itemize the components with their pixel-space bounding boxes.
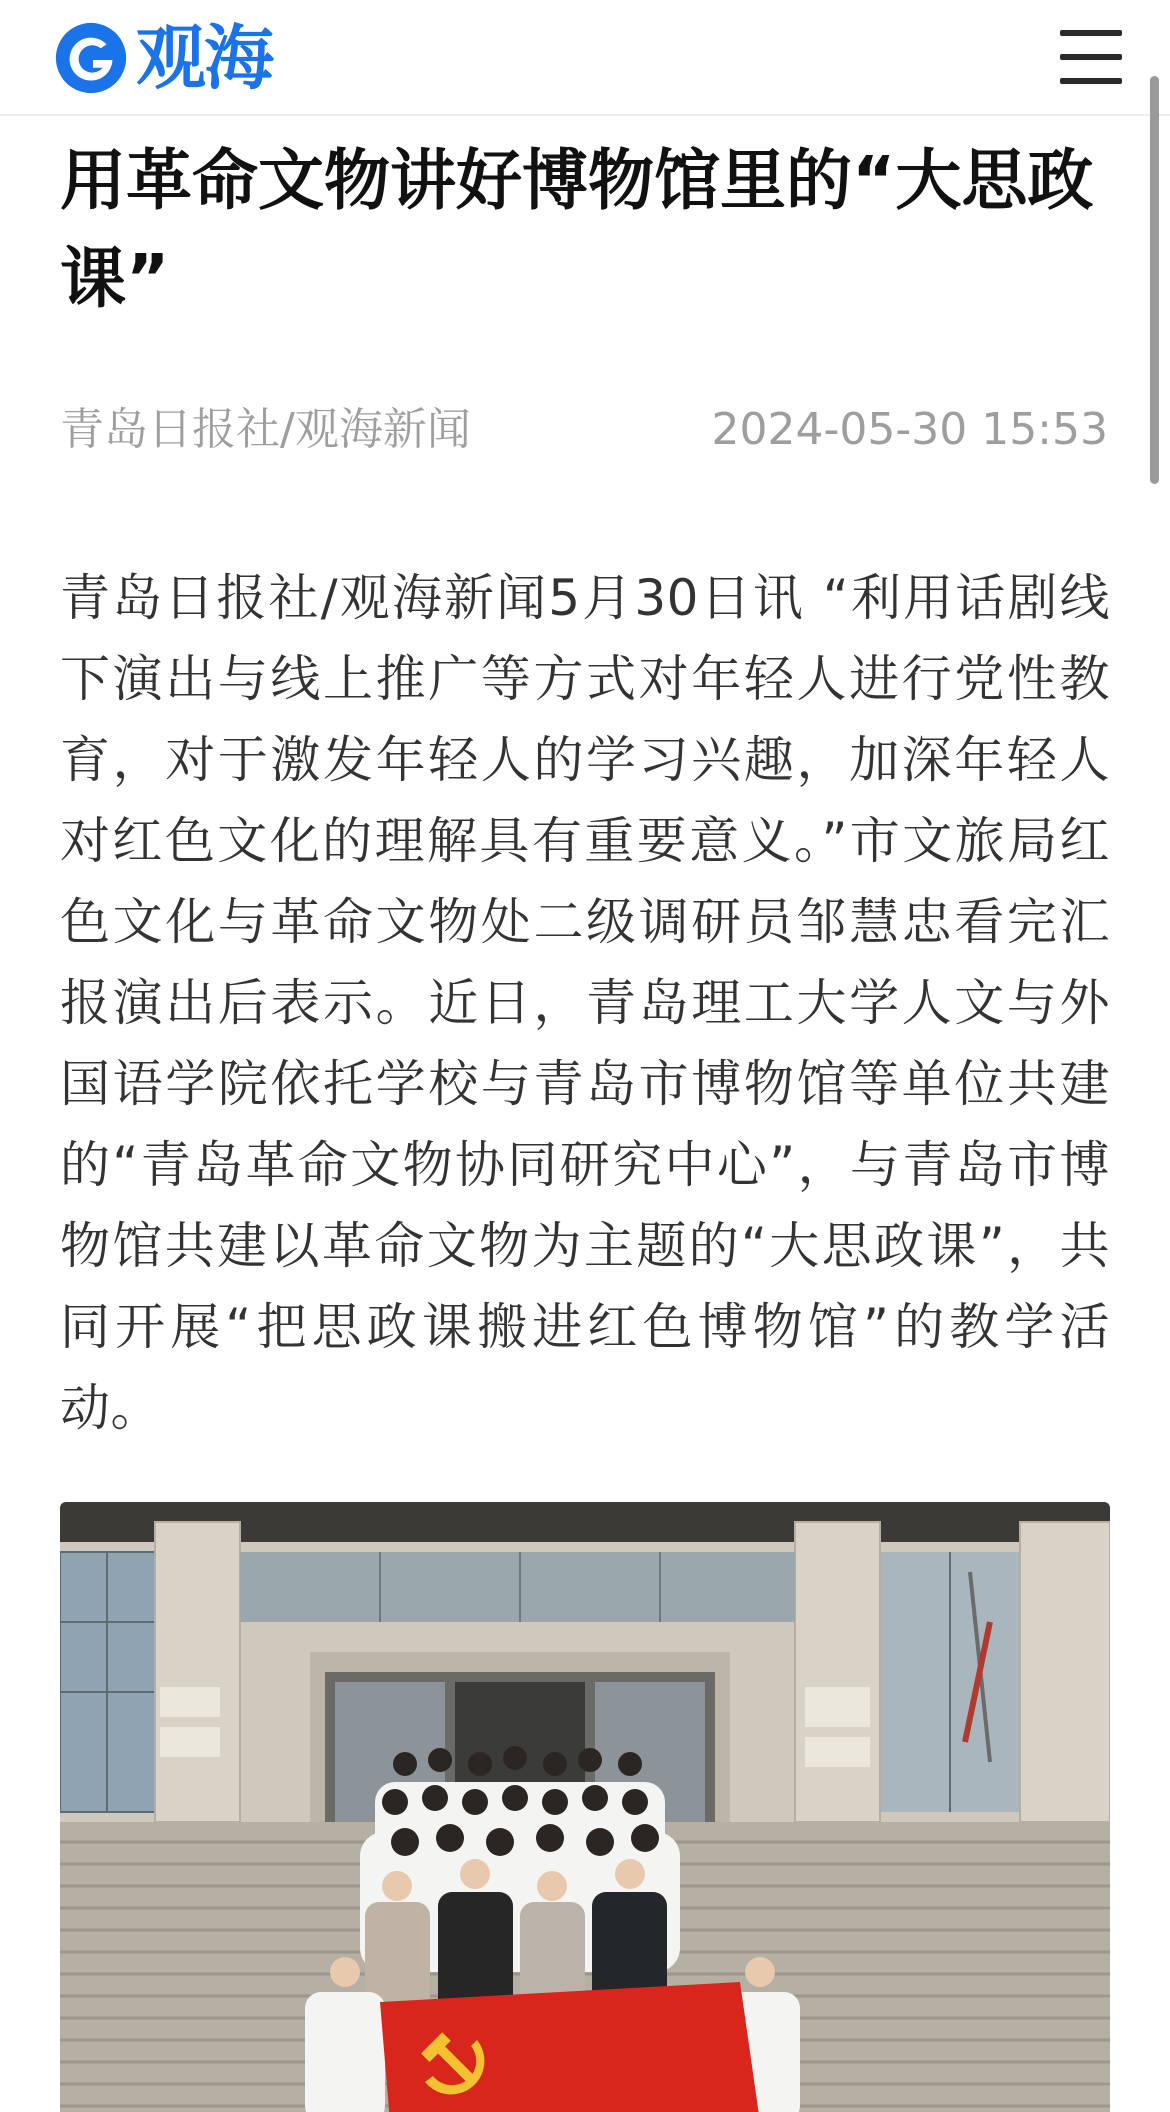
group-photo-illustration	[60, 1502, 1110, 2112]
logo-text: 观海	[136, 17, 272, 99]
article-datetime: 2024-05-30 15:53	[711, 404, 1108, 455]
top-navigation-bar	[0, 0, 1170, 116]
article-title: 用革命文物讲好博物馆里的“大思政课”	[60, 142, 1094, 317]
group-photo-image	[60, 1502, 1110, 2112]
scrollbar-thumb[interactable]	[1150, 76, 1159, 484]
article-source: 青岛日报社/观海新闻	[60, 404, 471, 455]
hamburger-menu-icon[interactable]	[1060, 30, 1124, 84]
article-body: 青岛日报社/观海新闻5月30日讯 “利用话剧线下演出与线上推广等方式对年轻人进行党性教育，对于激发年轻人的学习兴趣，加深年轻人对红色文化的理解具有重要意义。”市文旅局红色文化与革命文物处二级调研员邹慧忠看完汇报演出后表示。近日，青岛理工大学人文与外国语学院依托学校与青岛市博物馆等单位共建的“青岛革命文物协同研究中心”，与青岛市博物馆共建以革命文物为主题的“大思政课”，共同开展“把思政课搬进红色博物馆”的教学活动。	[60, 569, 1110, 1437]
site-logo[interactable]	[52, 18, 272, 98]
g-logo-icon	[52, 19, 130, 97]
